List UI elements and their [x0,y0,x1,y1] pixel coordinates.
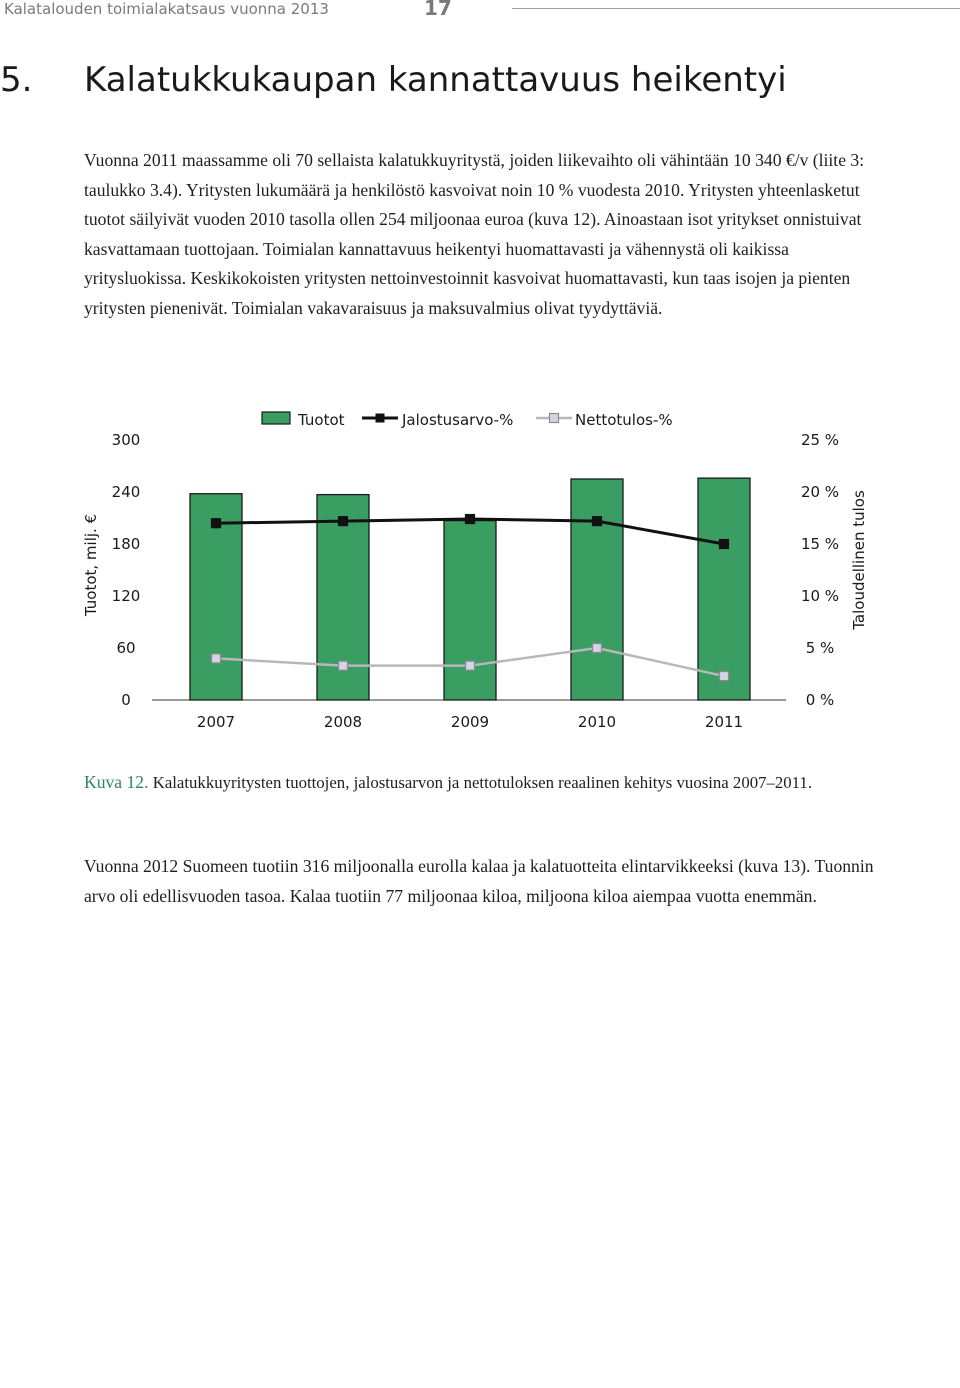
marker-jalostusarvo [339,517,348,526]
paragraph-text: Vuonna 2012 Suomeen tuotiin 316 miljoonalla eurolla kalaa ja kalatuotteita elintarvikkeeksi (kuva 13). Tuonnin arvo oli edellisvuoden tasoa. Kalaa tuotiin 77 miljoonaa kiloa, miljoona kiloa aiempaa vuotta enemmän. [84,856,874,906]
y-tick-label: 0 [121,691,131,709]
legend-label-nettotulos: Nettotulos-% [575,411,673,429]
marker-jalostusarvo [212,519,221,528]
caption-text: Kalatukkuyritysten tuottojen, jalostusarvon ja nettotuloksen reaalinen kehitys vuosina 2007–2011. [152,773,813,792]
legend-label-jalostusarvo: Jalostusarvo-% [402,411,514,429]
marker-nettotulos [720,672,729,681]
y-tick-label: 240 [111,483,141,501]
bar-tuotot [571,479,623,700]
figure-caption [84,768,884,797]
marker-nettotulos [339,661,348,670]
marker-jalostusarvo [593,517,602,526]
section-number: 5. [0,60,33,100]
y2-tick-label: 15 % [800,535,840,553]
legend-swatch-tuotot [262,412,290,424]
paragraph-imports [84,852,884,911]
y2-tick-label: 10 % [800,587,840,605]
figure-chart [0,390,960,750]
x-tick-label: 2009 [450,713,490,731]
x-tick-label: 2007 [196,713,236,731]
bar-tuotot [698,478,750,700]
legend-marker-nettotulos [550,414,559,423]
bar-tuotot [444,521,496,700]
x-tick-label: 2010 [577,713,617,731]
marker-jalostusarvo [466,515,475,524]
legend-marker-jalostusarvo [376,414,385,423]
x-axis-ticks [197,713,743,731]
running-header-title: Kalatalouden toimialakatsaus vuonna 2013 [4,0,329,18]
section-heading [0,60,787,100]
y2-axis-label: Taloudellinen tulos [850,490,868,630]
caption-label: Kuva 12. [84,772,149,792]
page-number: 17 [424,0,452,20]
legend-label-tuotot: Tuotot [298,411,345,429]
paragraph-text: Vuonna 2011 maassamme oli 70 sellaista kalatukkuyritystä, joiden liikevaihto oli vähintään 10 340 €/v (liite 3: taulukko 3.4). Yritysten lukumäärä ja henkilöstö kasvoivat noin 10 % vuodesta 2010. Yritysten yhteenlasketut tuotot säilyivät vuoden 2010 tasolla ollen 254 miljoonaa euroa (kuva 12). Ainoastaan isot yritykset onnistuivat kasvattamaan tuottojaan. Toimialan kannattavuus heikentyi huomattavasti ja vähennystä oli kaikissa yritysluokissa. Keskikokoisten yritysten nettoinvestoinnit kasvoivat huomattavasti, kun taas isojen ja pienten yritysten pienenivät. Toimialan vakavaraisuus ja maksuvalmius olivat tyydyttäviä. [84,150,865,318]
chart-legend [262,411,673,429]
right-axis-ticks [801,431,839,709]
marker-nettotulos [466,661,475,670]
y-tick-label: 300 [111,431,141,449]
y2-tick-label: 25 % [800,431,840,449]
y2-tick-label: 0 % [805,691,835,709]
y-axis-label: Tuotot, milj. € [82,513,100,617]
y2-tick-label: 20 % [800,483,840,501]
x-tick-label: 2011 [704,713,744,731]
marker-nettotulos [212,654,221,663]
x-tick-label: 2008 [323,713,363,731]
section-title: Kalatukkukaupan kannattavuus heikentyi [84,60,787,100]
left-axis-ticks [112,431,141,709]
y-tick-label: 120 [111,587,141,605]
paragraph-intro [84,146,884,324]
header-rule [512,8,960,9]
y-tick-label: 60 [116,639,136,657]
plot-area [152,478,786,700]
marker-nettotulos [593,644,602,653]
marker-jalostusarvo [720,540,729,549]
y-tick-label: 180 [111,535,141,553]
y2-tick-label: 5 % [805,639,835,657]
